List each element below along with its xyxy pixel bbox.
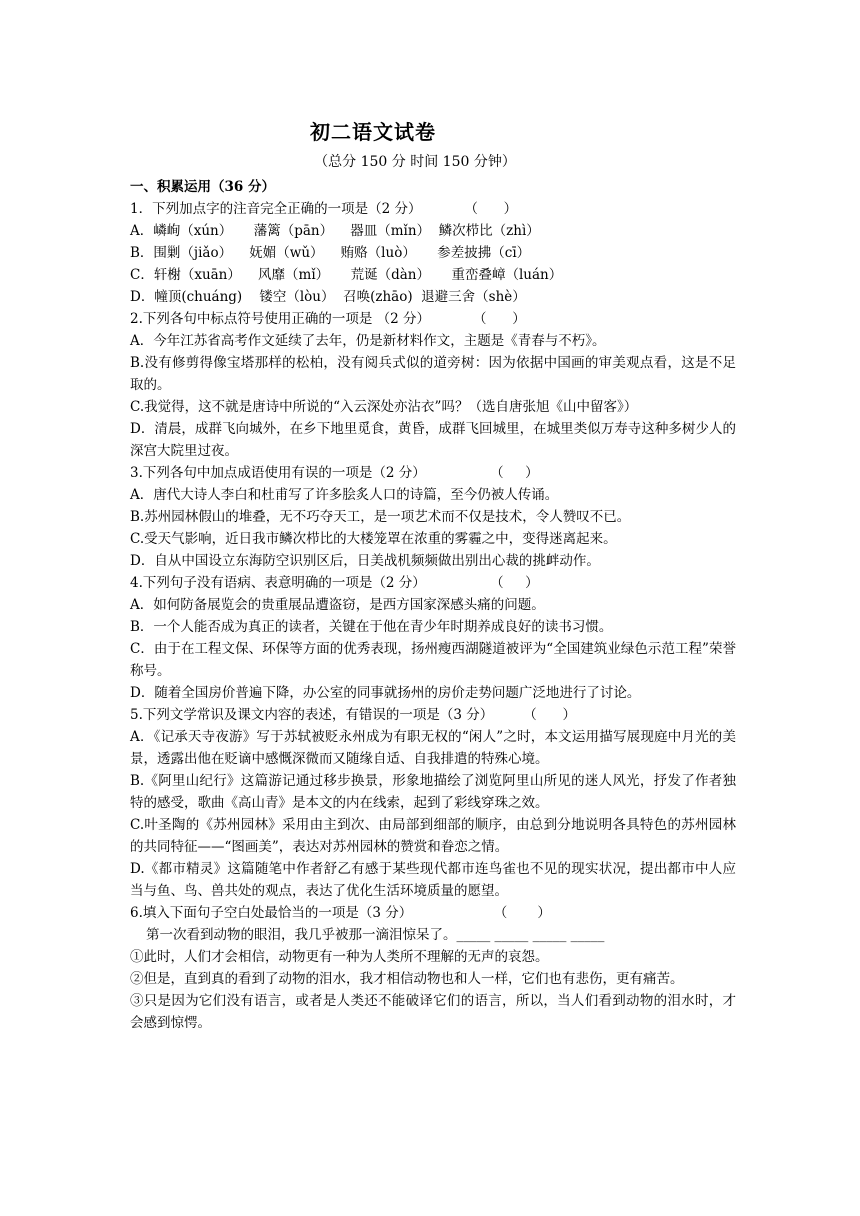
question-5-option-b: B.《阿里山纪行》这篇游记通过移步换景，形象地描绘了浏览阿里山所见的迷人风光，抒发了作者独特的感受，歌曲《高山青》是本文的内在线索，起到了彩线穿珠之效。: [130, 773, 736, 811]
question-6-sentence-2: ②但是，直到真的看到了动物的泪水，我才相信动物也和人一样，它们也有悲伤，更有痛苦。: [130, 971, 684, 987]
question-4-option-b: B．一个人能否成为真正的读者，关键在于他在青少年时期养成良好的读书习惯。: [130, 619, 613, 635]
question-3-option-c: C.受天气影响，近日我市鳞次栉比的大楼笼罩在浓重的雾霾之中，变得迷离起来。: [130, 531, 617, 547]
question-4-option-d: D．随着全国房价普遍下降，办公室的同事就扬州的房价走势问题广泛地进行了讨论。: [130, 685, 641, 701]
question-2-option-a: A．今年江苏省高考作文延续了去年，仍是新材料作文，主题是《青春与不朽》。: [130, 333, 606, 349]
section-heading: 一、积累运用（36 分）: [130, 179, 275, 195]
question-5-option-d: D.《都市精灵》这篇随笔中作者舒乙有感于某些现代都市连鸟雀也不见的现实状况，提出都市中人应当与鱼、鸟、兽共处的观点，表达了优化生活环境质量的愿望。: [130, 861, 736, 899]
question-3-option-b: B.苏州园林假山的堆叠，无不巧夺天工，是一项艺术而不仅是技术，令人赞叹不已。: [130, 509, 631, 525]
question-3-stem: 3.下列各句中加点成语使用有误的一项是（2 分） （ ）: [130, 465, 539, 481]
exam-content: [130, 176, 736, 1034]
question-5-stem: 5.下列文学常识及课文内容的表述，有错误的一项是（3 分） （ ）: [130, 707, 577, 723]
question-4-option-c: C．由于在工程文保、环保等方面的优秀表现，扬州瘦西湖隧道被评为“全国建筑业绿色示范工程”荣誉称号。: [130, 641, 736, 679]
question-1-option-b: B．围剿（jiǎo） 妩媚（wǔ） 贿赂（luò） 参差披拂（cī）: [130, 245, 531, 261]
question-5-option-a: A．《记承天寺夜游》写于苏轼被贬永州成为有职无权的“闲人”之时，本文运用描写展现庭中月光的美景，透露出他在贬谪中感慨深微而又随缘自适、自我排遣的特殊心境。: [130, 729, 736, 767]
question-1-option-c: C．轩榭（xuān） 风靡（mǐ） 荒诞（dàn） 重峦叠嶂（luán）: [130, 267, 563, 283]
question-6-sentence-3: ③只是因为它们没有语言，或者是人类还不能破译它们的语言，所以，当人们看到动物的泪水时，才会感到惊愕。: [130, 993, 736, 1031]
question-4-option-a: A．如何防备展览会的贵重展品遭盗窃，是西方国家深感头痛的问题。: [130, 597, 545, 613]
question-6-passage: 第一次看到动物的眼泪，我几乎被那一滴泪惊呆了。_____ _____ _____ _____: [146, 927, 605, 943]
question-2-option-d: D．清晨，成群飞向城外，在乡下地里觅食，黄昏，成群飞回城里，在城里类似万寿寺这种多树少人的深宫大院里过夜。: [130, 421, 736, 459]
question-3-option-d: D．自从中国设立东海防空识别区后，日美战机频频做出别出心裁的挑衅动作。: [130, 553, 600, 569]
question-6-sentence-1: ①此时，人们才会相信，动物更有一种为人类所不理解的无声的哀怨。: [130, 949, 549, 965]
question-6-stem: 6.填入下面句子空白处最恰当的一项是（3 分） （ ）: [130, 905, 551, 921]
question-2-option-c: C.我觉得，这不就是唐诗中所说的“入云深处亦沾衣”吗？（选自唐张旭《山中留客》）: [130, 399, 638, 415]
exam-info: （总分 150 分 时间 150 分钟）: [314, 154, 516, 170]
question-4-stem: 4.下列句子没有语病、表意明确的一项是（2 分） （ ）: [130, 575, 539, 591]
question-5-option-c: C.叶圣陶的《苏州园林》采用由主到次、由局部到细部的顺序，由总到分地说明各具特色的苏州园林的共同特征——“图画美”，表达对苏州园林的赞赏和眷恋之情。: [130, 817, 736, 855]
question-1-option-d: D．幢顶(chuáng) 镂空（lòu） 召唤(zhāo) 退避三舍（shè）: [130, 289, 526, 305]
question-1-option-a: A．嶙峋（xún） 藩篱（pān） 器皿（mǐn） 鳞次栉比（zhì）: [130, 223, 540, 239]
question-1-stem: 1．下列加点字的注音完全正确的一项是（2 分） （ ）: [130, 201, 518, 217]
page-title: 初二语文试卷: [310, 120, 436, 144]
question-2-option-b: B.没有修剪得像宝塔那样的松柏，没有阅兵式似的道旁树：因为依据中国画的审美观点看，这是不足取的。: [130, 355, 736, 393]
question-3-option-a: A．唐代大诗人李白和杜甫写了许多脍炙人口的诗篇，至今仍被人传诵。: [130, 487, 559, 503]
question-2-stem: 2.下列各句中标点符号使用正确的一项是 （2 分） （ ）: [130, 311, 526, 327]
